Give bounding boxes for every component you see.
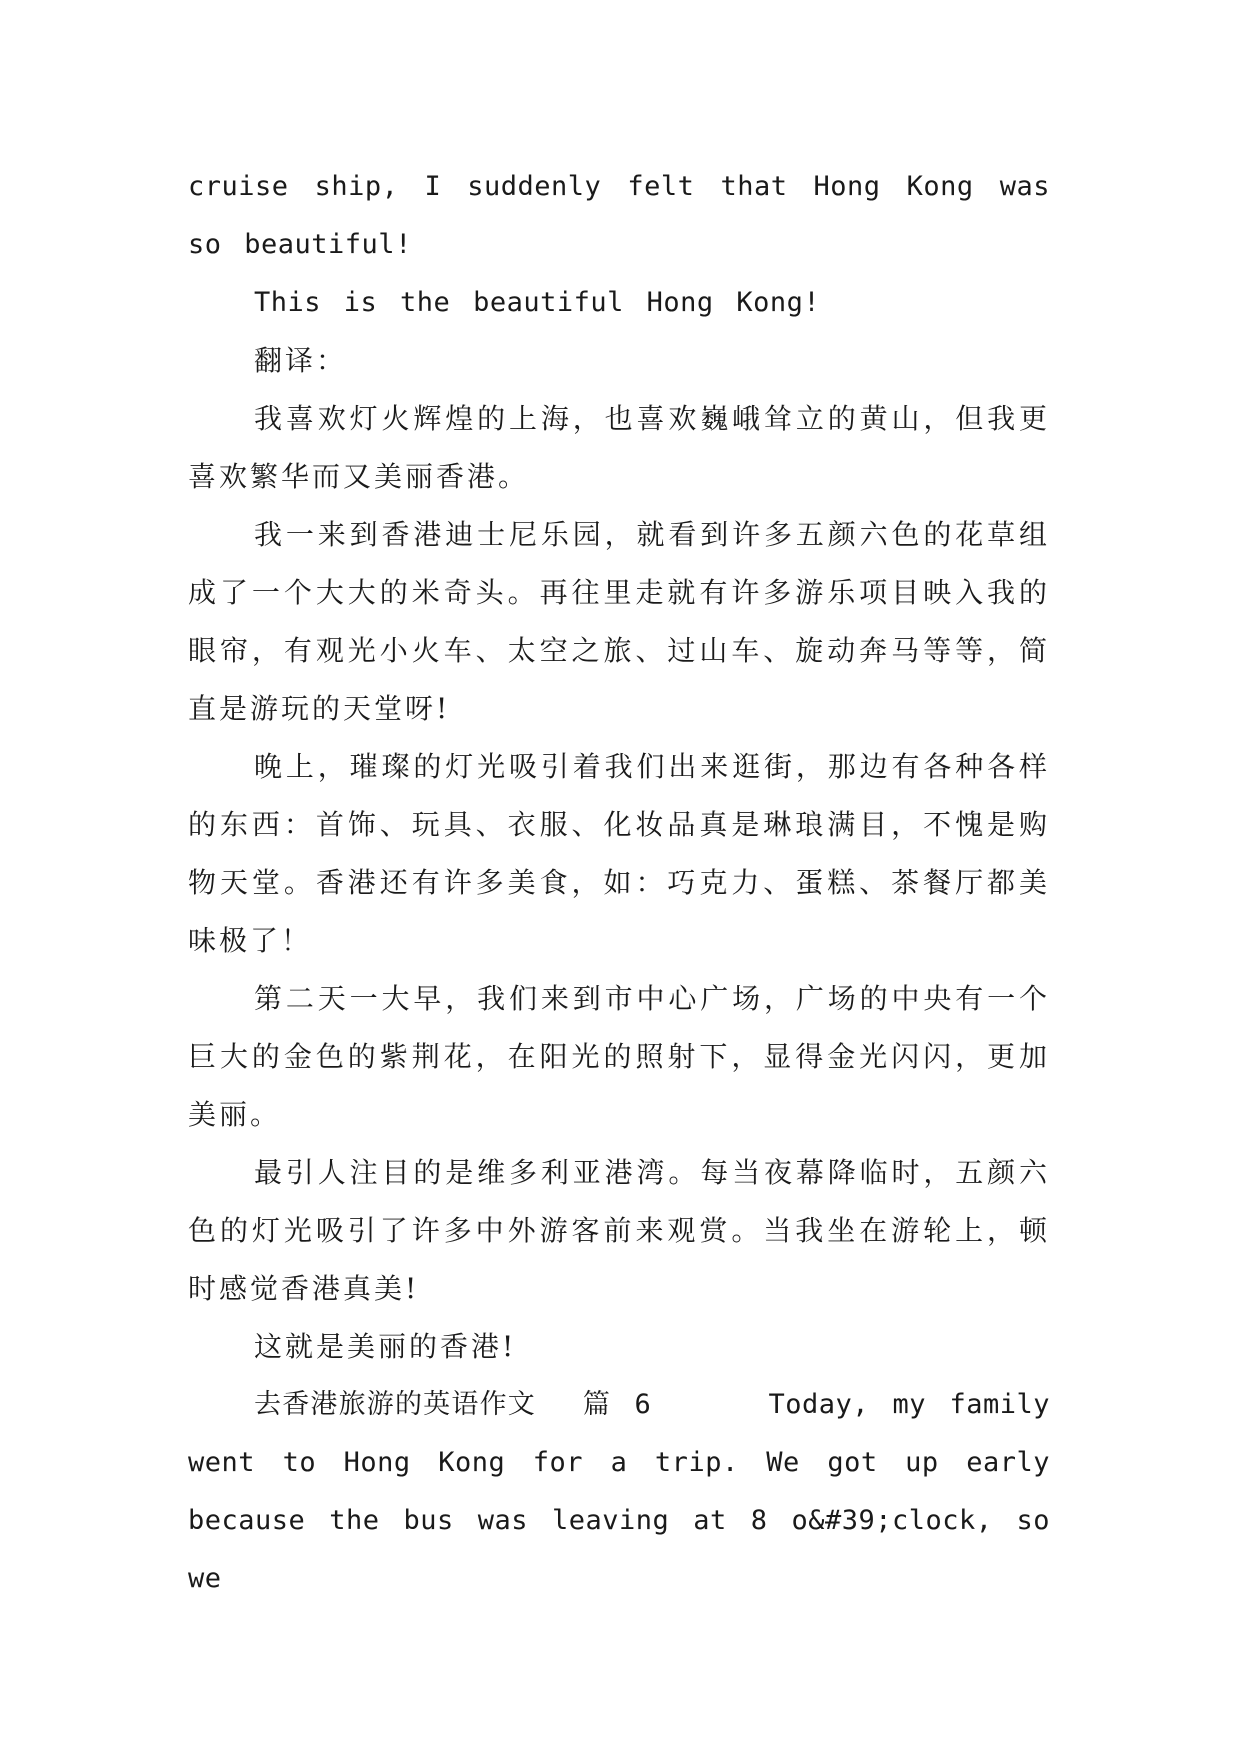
document-body xyxy=(188,158,1073,1608)
paragraph-translation-closing: 这就是美丽的香港! xyxy=(254,1330,517,1363)
paragraph-translation-harbour: 最引人注目的是维多利亚港湾。每当夜幕降临时，五颜六色的灯光吸引了许多中外游客前来观赏。当我坐在游轮上，顿时感觉香港真美! xyxy=(188,1156,1050,1305)
paragraph-translation-square: 第二天一大早，我们来到市中心广场，广场的中央有一个巨大的金色的紫荆花，在阳光的照射下，显得金光闪闪，更加美丽。 xyxy=(188,982,1050,1131)
paragraph-translation-intro: 我喜欢灯火辉煌的上海，也喜欢巍峨耸立的黄山，但我更喜欢繁华而又美丽香港。 xyxy=(188,402,1050,493)
paragraph-essay-6-start: 去香港旅游的英语作文 篇 6 Today, my family went to Hong Kong for a trip. We got up early because the bus was leaving at 8 o&#39;clock, so we xyxy=(188,1389,1073,1594)
paragraph-translation-night: 晚上，璀璨的灯光吸引着我们出来逛街，那边有各种各样的东西：首饰、玩具、衣服、化妆品真是琳琅满目，不愧是购物天堂。香港还有许多美食，如：巧克力、蛋糕、茶餐厅都美味极了！ xyxy=(188,750,1050,957)
paragraph-translation-disney: 我一来到香港迪士尼乐园，就看到许多五颜六色的花草组成了一个大大的米奇头。再往里走就有许多游乐项目映入我的眼帘，有观光小火车、太空之旅、过山车、旋动奔马等等，简直是游玩的天堂呀! xyxy=(188,518,1050,725)
paragraph-translation-heading: 翻译： xyxy=(254,344,348,377)
paragraph-english-ending: cruise ship, I suddenly felt that Hong Kong was so beautiful! xyxy=(188,171,1050,260)
paragraph-english-closing: This is the beautiful Hong Kong! xyxy=(254,287,821,318)
